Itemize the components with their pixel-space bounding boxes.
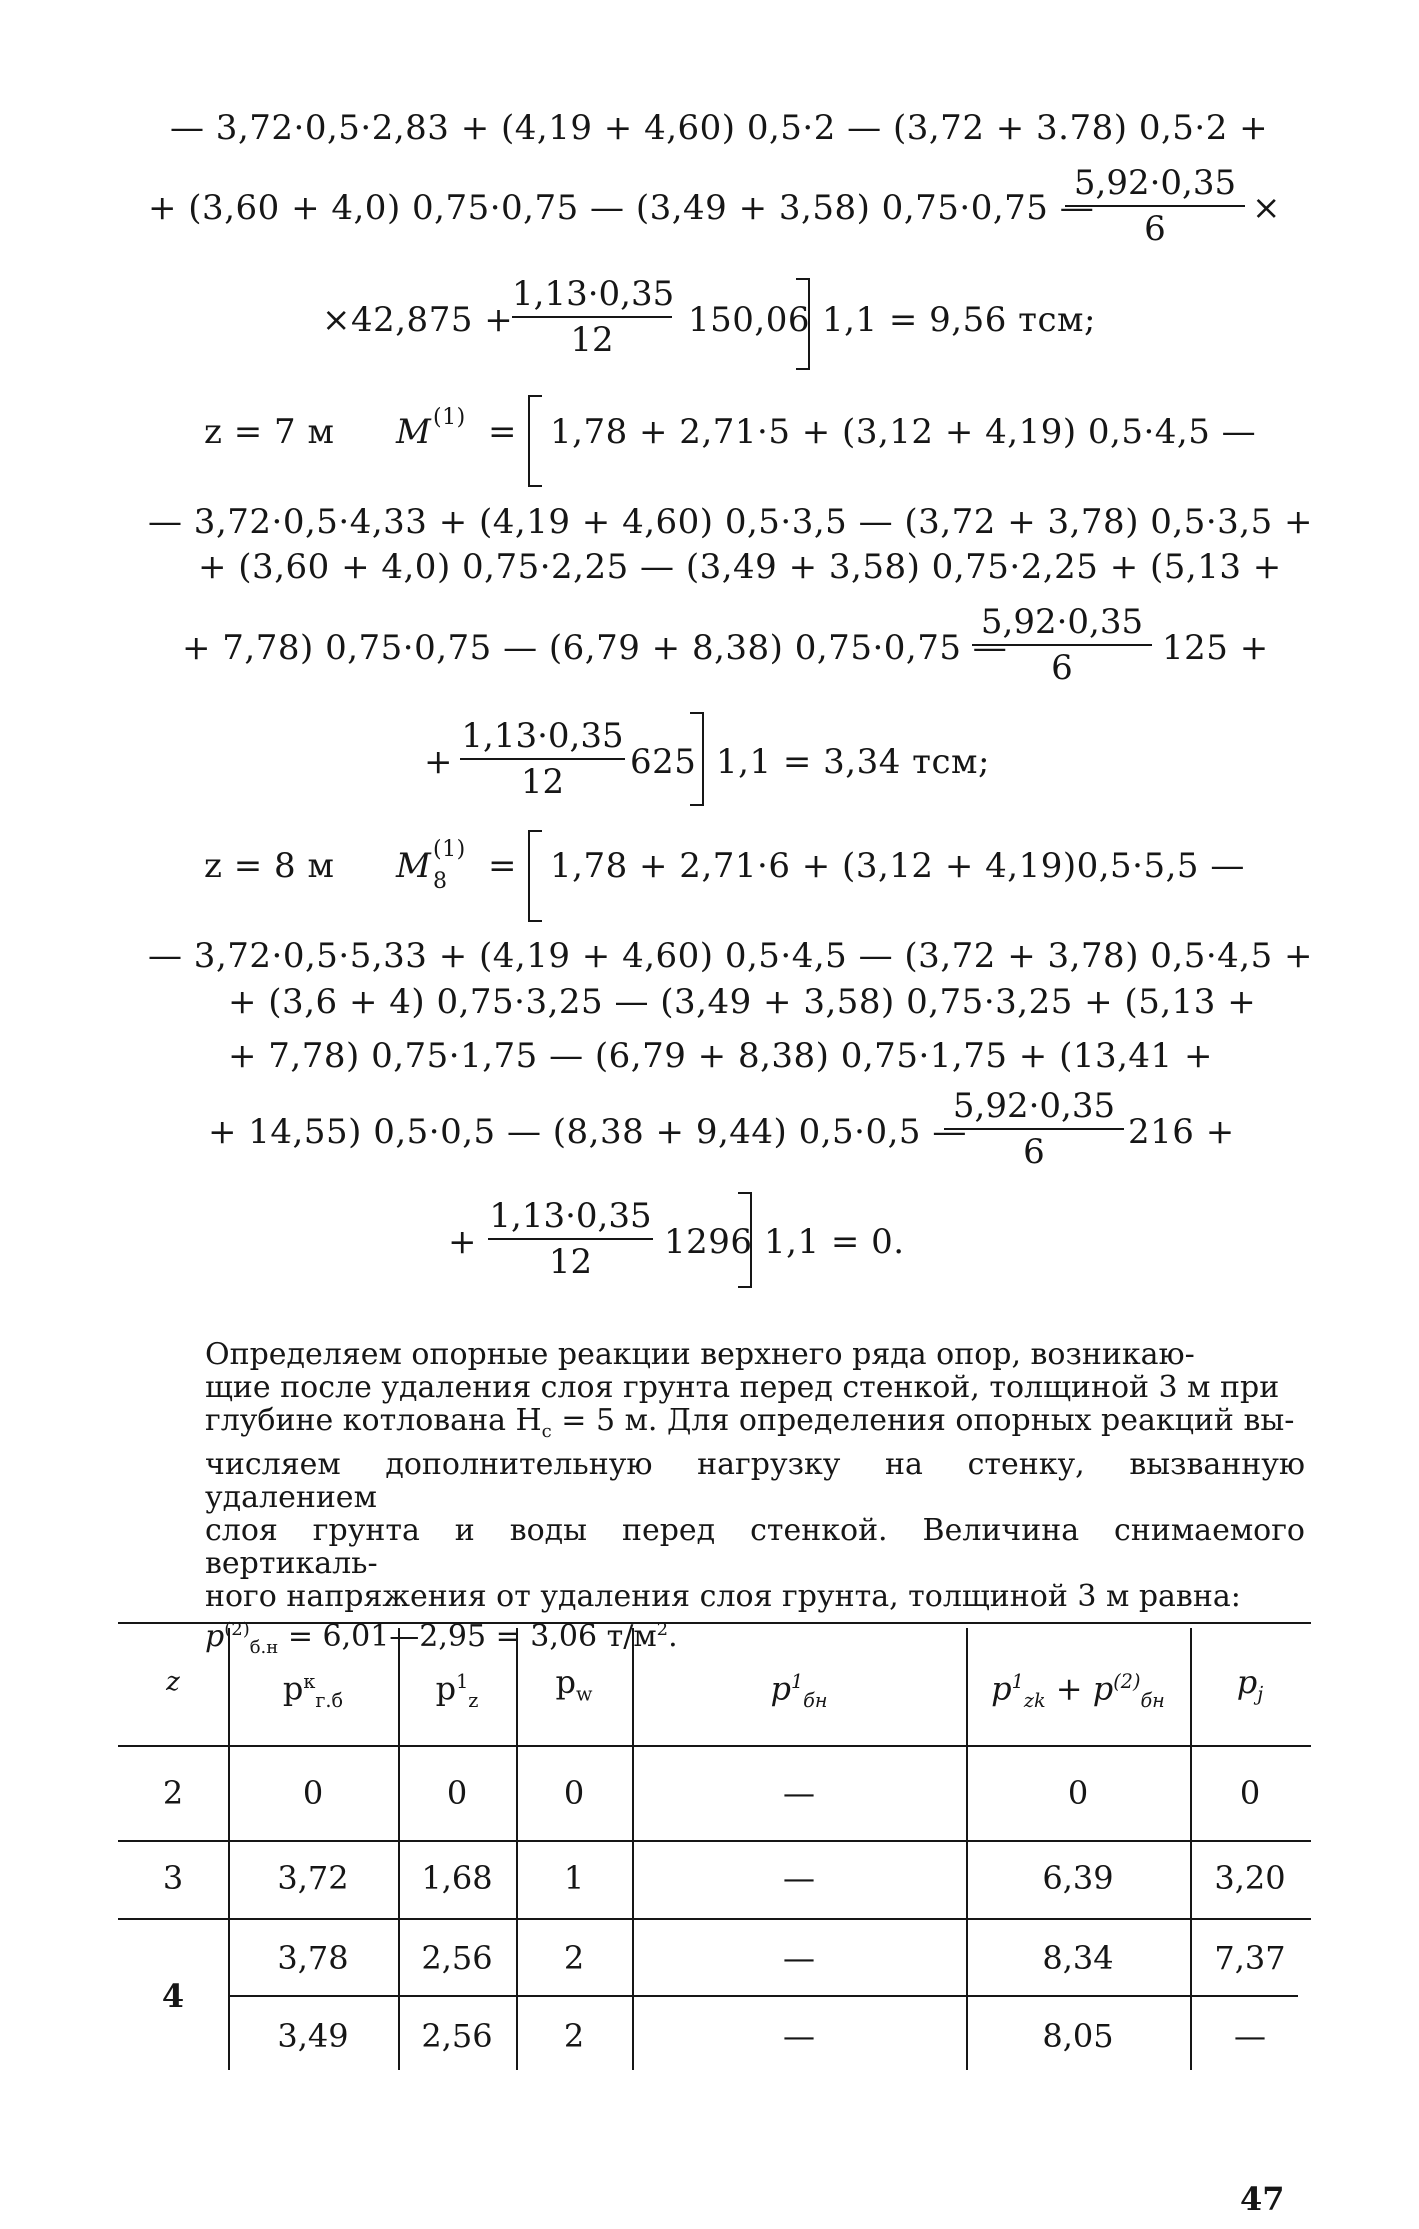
table-rule — [118, 1918, 1311, 1920]
formula-line: + 7,78) 0,75·1,75 — (6,79 + 8,38) 0,75·1,75 + (13,41 + — [228, 1036, 1213, 1076]
formula-line: 216 + — [1128, 1112, 1235, 1152]
table-cell: — — [783, 1859, 815, 1897]
table-rule — [228, 1995, 1298, 1997]
formula-line: — 3,72·0,5·2,83 + (4,19 + 4,60) 0,5·2 — (3,72 + 3.78) 0,5·2 + — [170, 108, 1269, 148]
table-header-p-gb: $p^к_{г.б}$ — [282, 1669, 344, 1713]
left-bracket — [528, 395, 542, 487]
formula-superscript: (1) — [433, 837, 466, 862]
table-cell: — — [783, 1774, 815, 1812]
formula-line: + — [424, 742, 453, 782]
formula-line: — 3,72·0,5·5,33 + (4,19 + 4,60) 0,5·4,5 — (3,72 + 3,78) 0,5·4,5 + — [148, 936, 1314, 976]
fraction-denominator: 6 — [1023, 1132, 1045, 1172]
formula-symbol: M — [396, 412, 432, 452]
table-rule — [118, 1745, 1311, 1747]
table-cell: 3,78 — [277, 1939, 349, 1977]
table-cell: 7,37 — [1214, 1939, 1286, 1977]
formula-line: + 7,78) 0,75·0,75 — (6,79 + 8,38) 0,75·0,75 — — [182, 628, 1008, 668]
table-cell: 2,56 — [421, 2017, 493, 2055]
table-cell: 1,68 — [421, 1859, 493, 1897]
page-number: 47 — [1240, 2180, 1285, 2218]
body-paragraph — [205, 1338, 1305, 1664]
table-cell: 0 — [446, 1774, 468, 1812]
formula-line: 1,1 = 0. — [764, 1222, 905, 1262]
formula-label: z = 8 м — [204, 846, 335, 886]
right-bracket — [690, 712, 704, 806]
fraction-denominator: 6 — [1144, 209, 1166, 249]
fraction-denominator: 12 — [570, 320, 614, 360]
formula-line: × — [1252, 188, 1281, 228]
formula-line: 1,1 = 3,34 тсм; — [716, 742, 990, 782]
text-line: $p^{(2)}_{б.н}$ = 6,01—2,95 = 3,06 $т/м^2$. — [205, 1619, 678, 1658]
fraction — [488, 1196, 653, 1282]
formula-line: + 14,55) 0,5·0,5 — (8,38 + 9,44) 0,5·0,5 — — [208, 1112, 967, 1152]
table-cell: 0 — [563, 1774, 585, 1812]
table-cell: 0 — [1239, 1774, 1261, 1812]
table-header-p-w: $p_w$ — [555, 1663, 593, 1706]
formula-superscript: (1) — [433, 405, 466, 430]
text-line: числяем дополнительную нагрузку на стенку, вызванную удалением — [205, 1447, 1305, 1515]
table-cell: 0 — [302, 1774, 324, 1812]
fraction-denominator: 12 — [520, 762, 565, 802]
fraction-numerator: 5,92·0,35 — [1073, 163, 1237, 203]
formula-line: ×42,875 + — [322, 300, 514, 340]
fraction-denominator: 6 — [1051, 648, 1073, 688]
formula-line: + (3,6 + 4) 0,75·3,25 — (3,49 + 3,58) 0,75·3,25 + (5,13 + — [228, 982, 1257, 1022]
text-line: глубине котлована $H_c = 5$ м. Для определения опорных реакций вы- — [205, 1403, 1295, 1442]
fraction — [944, 1086, 1124, 1172]
table-header-p-j: $p_j$ — [1236, 1663, 1264, 1706]
formula-line: 150,06 — [688, 300, 810, 340]
formula-line: — 3,72·0,5·4,33 + (4,19 + 4,60) 0,5·3,5 — (3,72 + 3,78) 0,5·3,5 + — [148, 502, 1314, 542]
fraction-denominator: 12 — [548, 1242, 593, 1282]
formula-subscript: 8 — [433, 869, 448, 894]
table-cell: 3,49 — [277, 2017, 349, 2055]
formula-line: 125 + — [1162, 628, 1269, 668]
table-cell: 4 — [161, 1977, 185, 2015]
text-line: слоя грунта и воды перед стенкой. Величина снимаемого вертикаль- — [205, 1513, 1305, 1581]
table-cell: 0 — [1067, 1774, 1089, 1812]
formula-symbol: = — [488, 846, 517, 886]
table-cell: 2 — [563, 1939, 585, 1977]
table-cell: 3,72 — [277, 1859, 349, 1897]
right-bracket — [738, 1192, 752, 1288]
table-cell: 1 — [563, 1859, 585, 1897]
formula-line: 1,1 = 9,56 тсм; — [822, 300, 1096, 340]
right-bracket — [796, 278, 810, 370]
text-line: ного напряжения от удаления слоя грунта, толщиной 3 м равна: — [205, 1579, 1241, 1614]
fraction-numerator: 1,13·0,35 — [489, 1196, 652, 1236]
fraction — [460, 716, 625, 802]
fraction-numerator: 5,92·0,35 — [952, 1086, 1116, 1126]
fraction — [1065, 163, 1245, 249]
table-cell: — — [1234, 2017, 1266, 2055]
table-rule — [118, 1840, 1311, 1842]
formula-line: 1296 — [664, 1222, 753, 1262]
table-header-p-sum: $p^1_{zk} + p^{(2)}_{бн}$ — [991, 1669, 1165, 1713]
left-bracket — [528, 830, 542, 922]
table-cell: 6,39 — [1042, 1859, 1114, 1897]
table-rule — [118, 1622, 1311, 1624]
fraction — [512, 274, 675, 360]
formula-line: 1,78 + 2,71·6 + (3,12 + 4,19)0,5·5,5 — — [550, 846, 1245, 886]
table-cell: 3,20 — [1214, 1859, 1286, 1897]
formula-symbol: M — [396, 846, 432, 886]
table-cell: 3 — [162, 1859, 184, 1897]
formula-line: + (3,60 + 4,0) 0,75·0,75 — (3,49 + 3,58) 0,75·0,75 — — [148, 188, 1095, 228]
table-cell: 2,56 — [421, 1939, 493, 1977]
table-cell: 8,05 — [1042, 2017, 1114, 2055]
table-header-z: z — [166, 1667, 180, 1697]
fraction — [972, 602, 1152, 688]
table-cell: — — [783, 1939, 815, 1977]
text-line: щие после удаления слоя грунта перед стенкой, толщиной 3 м при — [205, 1370, 1280, 1405]
table-cell: — — [783, 2017, 815, 2055]
fraction-numerator: 1,13·0,35 — [512, 274, 675, 314]
fraction-numerator: 5,92·0,35 — [980, 602, 1144, 642]
formula-label: z = 7 м — [204, 412, 335, 452]
formula-line: + — [448, 1222, 477, 1262]
text-line: Определяем опорные реакции верхнего ряда опор, возникаю- — [205, 1337, 1195, 1372]
fraction-numerator: 1,13·0,35 — [461, 716, 624, 756]
table-header-p-bn: $p^1_{бн}$ — [770, 1669, 828, 1713]
formula-line: 1,78 + 2,71·5 + (3,12 + 4,19) 0,5·4,5 — — [550, 412, 1257, 452]
formula-line: 625 — [630, 742, 697, 782]
table-header-p-z: $p^1_z$ — [435, 1669, 479, 1713]
table-cell: 8,34 — [1042, 1939, 1114, 1977]
table-cell: 2 — [162, 1774, 184, 1812]
table-cell: 2 — [563, 2017, 585, 2055]
formula-symbol: = — [488, 412, 517, 452]
formula-line: + (3,60 + 4,0) 0,75·2,25 — (3,49 + 3,58) 0,75·2,25 + (5,13 + — [198, 547, 1282, 587]
